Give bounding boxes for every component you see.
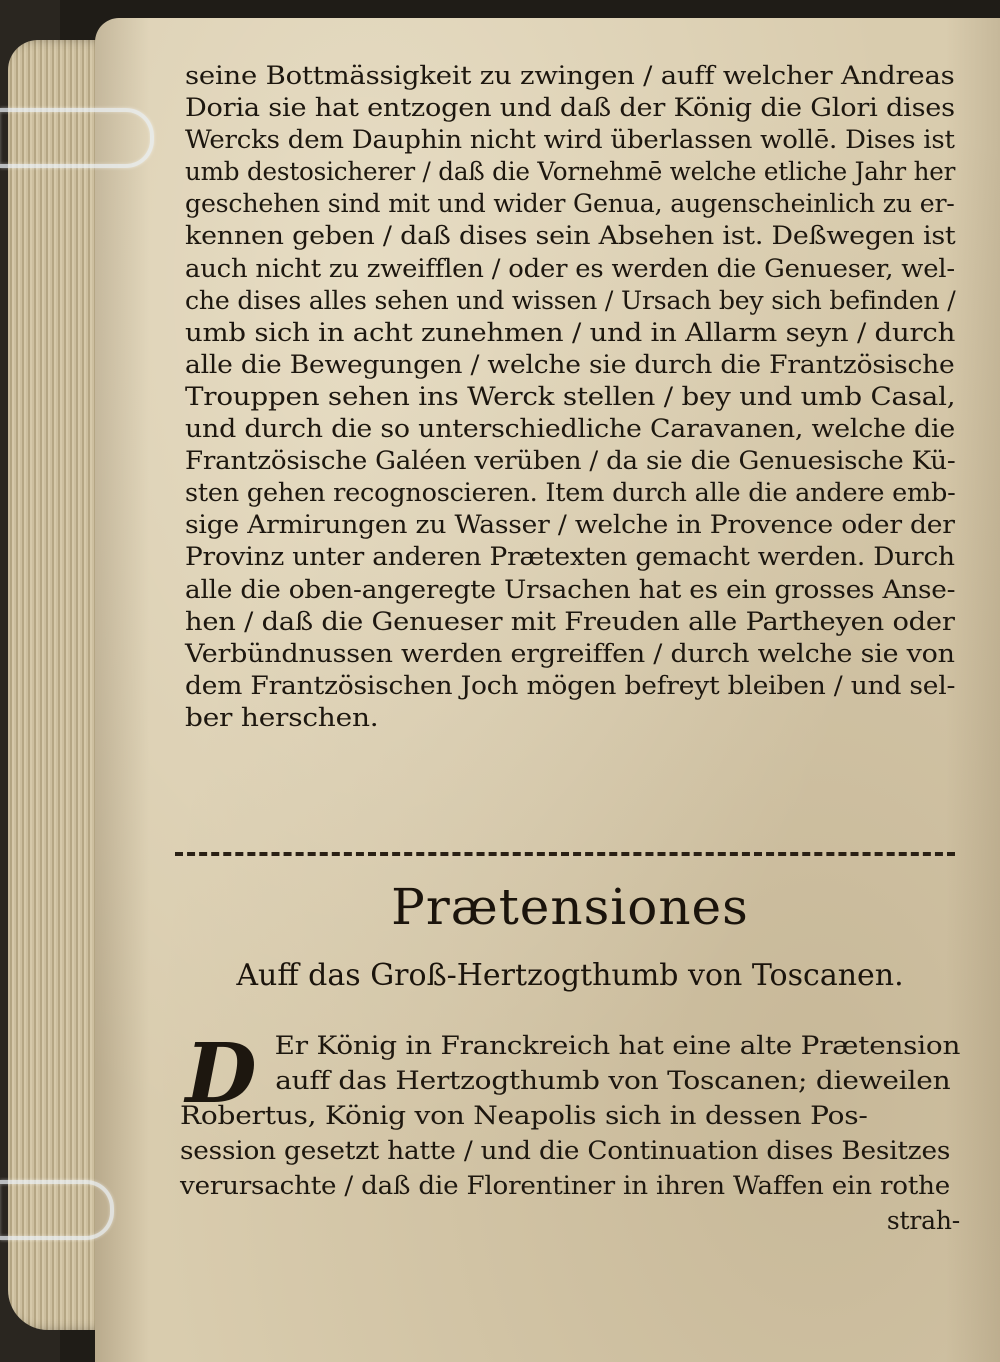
text-line: verursachte / daß die Florentiner in ihren Waffen ein rothe (180, 1171, 950, 1200)
text-line: session gesetzt hatte / und die Continuation dises Besitzes (180, 1136, 951, 1165)
text-line: sige Armirungen zu Wasser / welche in Provence oder der (185, 510, 955, 540)
text-line: Doria sie hat entzogen und daß der König die Glori dises (185, 93, 955, 123)
text-line: alle die Bewegungen / welche sie durch die Frantzösische (185, 349, 955, 379)
text-line: che dises alles sehen und wissen / Ursach bey sich befinden / (185, 285, 956, 315)
text-line: strah- (886, 1206, 960, 1235)
text-line: seine Bottmässigkeit zu zwingen / auff welcher Andreas (185, 61, 955, 90)
text-line: kennen geben / daß dises sein Absehen ist. Deßwegen ist (185, 221, 956, 251)
paperclip-bottom (0, 1180, 114, 1240)
text-line: dem Frantzösischen Joch mögen befreyt bleiben / und sel- (185, 670, 956, 700)
text-line: und durch die so unterschiedliche Caravanen, welche die (185, 414, 956, 444)
text-line: Frantzösische Galéen verüben / da sie die Genuesische Kü- (185, 446, 956, 476)
text-line: geschehen sind mit und wider Genua, augenscheinlich zu er- (185, 189, 955, 219)
text-line: Er König in Franckreich hat eine alte Prætension (274, 1031, 961, 1060)
text-line: hen / daß die Genueser mit Freuden alle Partheyen oder (185, 606, 955, 636)
text-line: Trouppen sehen ins Werck stellen / bey und umb Casal, (185, 381, 956, 411)
text-line: ber herschen. (185, 702, 379, 732)
section-title: Prætensiones (391, 878, 749, 936)
text-line: Robertus, König von Neapolis sich in dessen Pos- (180, 1101, 868, 1130)
text-line: Provinz unter anderen Prætexten gemacht werden. Durch (185, 542, 955, 572)
text-line: alle die oben-angeregte Ursachen hat es ein grosses Anse- (185, 574, 956, 604)
paperclip-top (0, 108, 154, 168)
body-text (185, 60, 965, 734)
text-line: Verbündnussen werden ergreiffen / durch welche sie von (185, 638, 955, 668)
text-line: Wercks dem Dauphin nicht wird überlassen wollē. Dises ist (185, 125, 955, 155)
section-divider (175, 852, 955, 856)
text-line: sten gehen recognoscieren. Item durch alle die andere emb- (185, 478, 956, 508)
text-line: auff das Hertzogthumb von Toscanen; dieweilen (275, 1066, 951, 1095)
text-line: umb sich in acht zunehmen / und in Allarm seyn / durch (185, 317, 956, 347)
section-subtitle: Auff das Groß-Hertzogthumb von Toscanen. (236, 958, 904, 993)
text-line: umb destosicherer / daß die Vornehmē welche etliche Jahr her (185, 157, 956, 187)
section-paragraph (180, 1028, 960, 1238)
drop-cap: D (185, 1026, 257, 1122)
text-line: auch nicht zu zweifflen / oder es werden die Genueser, wel- (185, 253, 955, 283)
